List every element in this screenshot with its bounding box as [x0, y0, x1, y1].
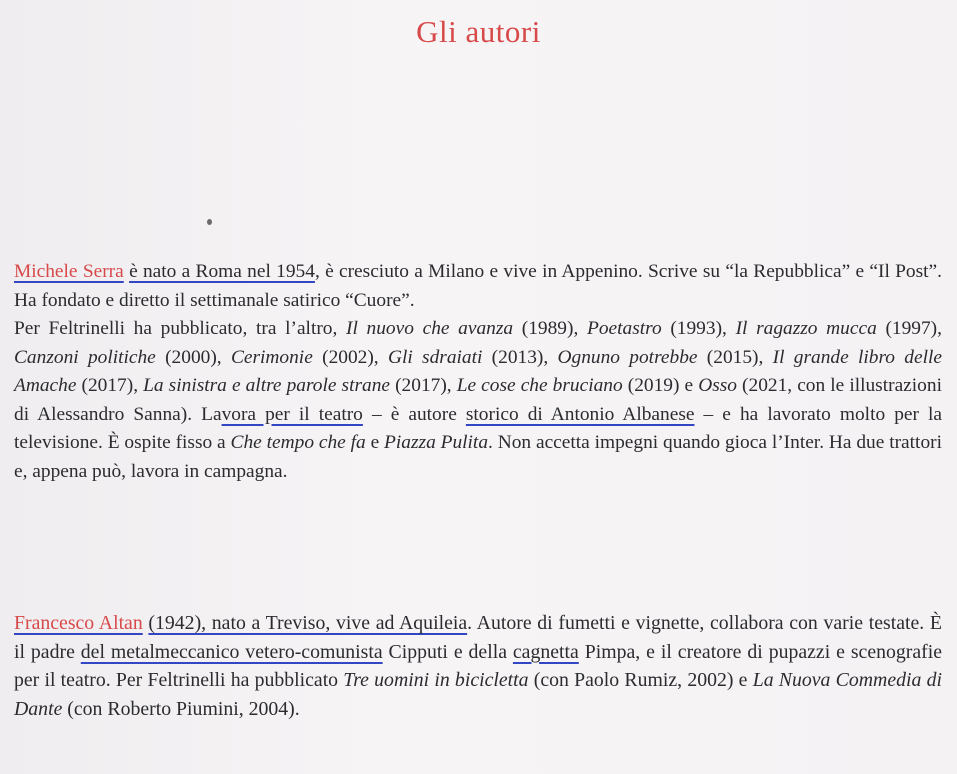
underlined-text: storico di Antonio Albanese [465, 403, 695, 425]
tv-show-title: Piazza Pulita [384, 432, 489, 453]
bio-paragraph-2: Per Feltrinelli ha pubblicato, tra l’altro, Il nuovo che avanza (1989), Poetastro (1993), Il ragazzo mucca (1997), Canzoni politiche (2000), Cerimonie (2002), Gli sdraiati (2013), Ognuno potrebbe (2015), Il grande libro delle Amache (2017), La sinistra e altre parole strane (2017), Le cose che bruciano (2019) e Osso (2021, con le illustrazioni di Alessandro Sanna). Lavora per il teatro – è autore storico di Antonio Albanese – e ha lavorato molto per la televisione. È ospite fisso a Che tempo che fa e Piazza Pulita. Non accetta impegni quando gioca l’Inter. Ha due trattori e, appena può, lavora in campagna. [14, 318, 943, 482]
ink-speck [207, 219, 212, 225]
book-title: Le cose che bruciano [456, 375, 623, 396]
author-bio-altan [14, 609, 942, 723]
book-title: La Nuova Commedia di Dante [14, 669, 942, 720]
underlined-text: vora per il teatro [221, 403, 363, 425]
author-bio-serra [14, 258, 942, 486]
author-name: Michele Serra [14, 261, 124, 282]
book-title: Tre uomini in bicicletta [343, 669, 529, 692]
book-title: Il nuovo che avanza [346, 318, 514, 339]
bio-paragraph-1: Michele Serra è nato a Roma nel 1954, è cresciuto a Milano e vive in Appenino. Scrive su “la Repubblica” e “Il Post”. Ha fondato e diretto il settimanale satirico “Cuore”. [14, 261, 943, 311]
underlined-text: del metalmeccanico vetero-comunista [80, 640, 383, 663]
author-name: Francesco Altan [14, 612, 143, 634]
book-title: Poetastro [586, 318, 662, 339]
page-title: Gli autori [416, 14, 541, 49]
underlined-text: è nato a Roma nel 1954 [129, 261, 315, 282]
book-title: Gli sdraiati [387, 346, 483, 368]
bio-paragraph: Francesco Altan (1942), nato a Treviso, vive ad Aquileia. Autore di fumetti e vignette, collabora con varie testate. È il padre del metalmeccanico vetero-comunista Cipputi e della cagnetta Pimpa, e il creatore di pupazzi e scenografie per il teatro. Per Feltrinelli ha pubblicato Tre uomini in bicicletta (con Paolo Rumiz, 2002) e La Nuova Commedia di Dante (con Roberto Piumini, 2004). [14, 612, 942, 720]
book-title: Osso [698, 375, 737, 396]
book-title: Il ragazzo mucca [735, 318, 877, 339]
book-title: Cerimonie [230, 346, 313, 368]
underlined-text: (1942), nato a Treviso, vive ad Aquileia [148, 612, 468, 634]
book-title: Il grande libro delle Amache [14, 346, 942, 396]
book-title: La sinistra e altre parole strane [143, 375, 391, 396]
underlined-text: cagnetta [512, 640, 579, 663]
book-title: Canzoni politiche [14, 346, 156, 368]
book-title: Ognuno potrebbe [557, 346, 698, 368]
tv-show-title: Che tempo che fa [230, 432, 366, 453]
